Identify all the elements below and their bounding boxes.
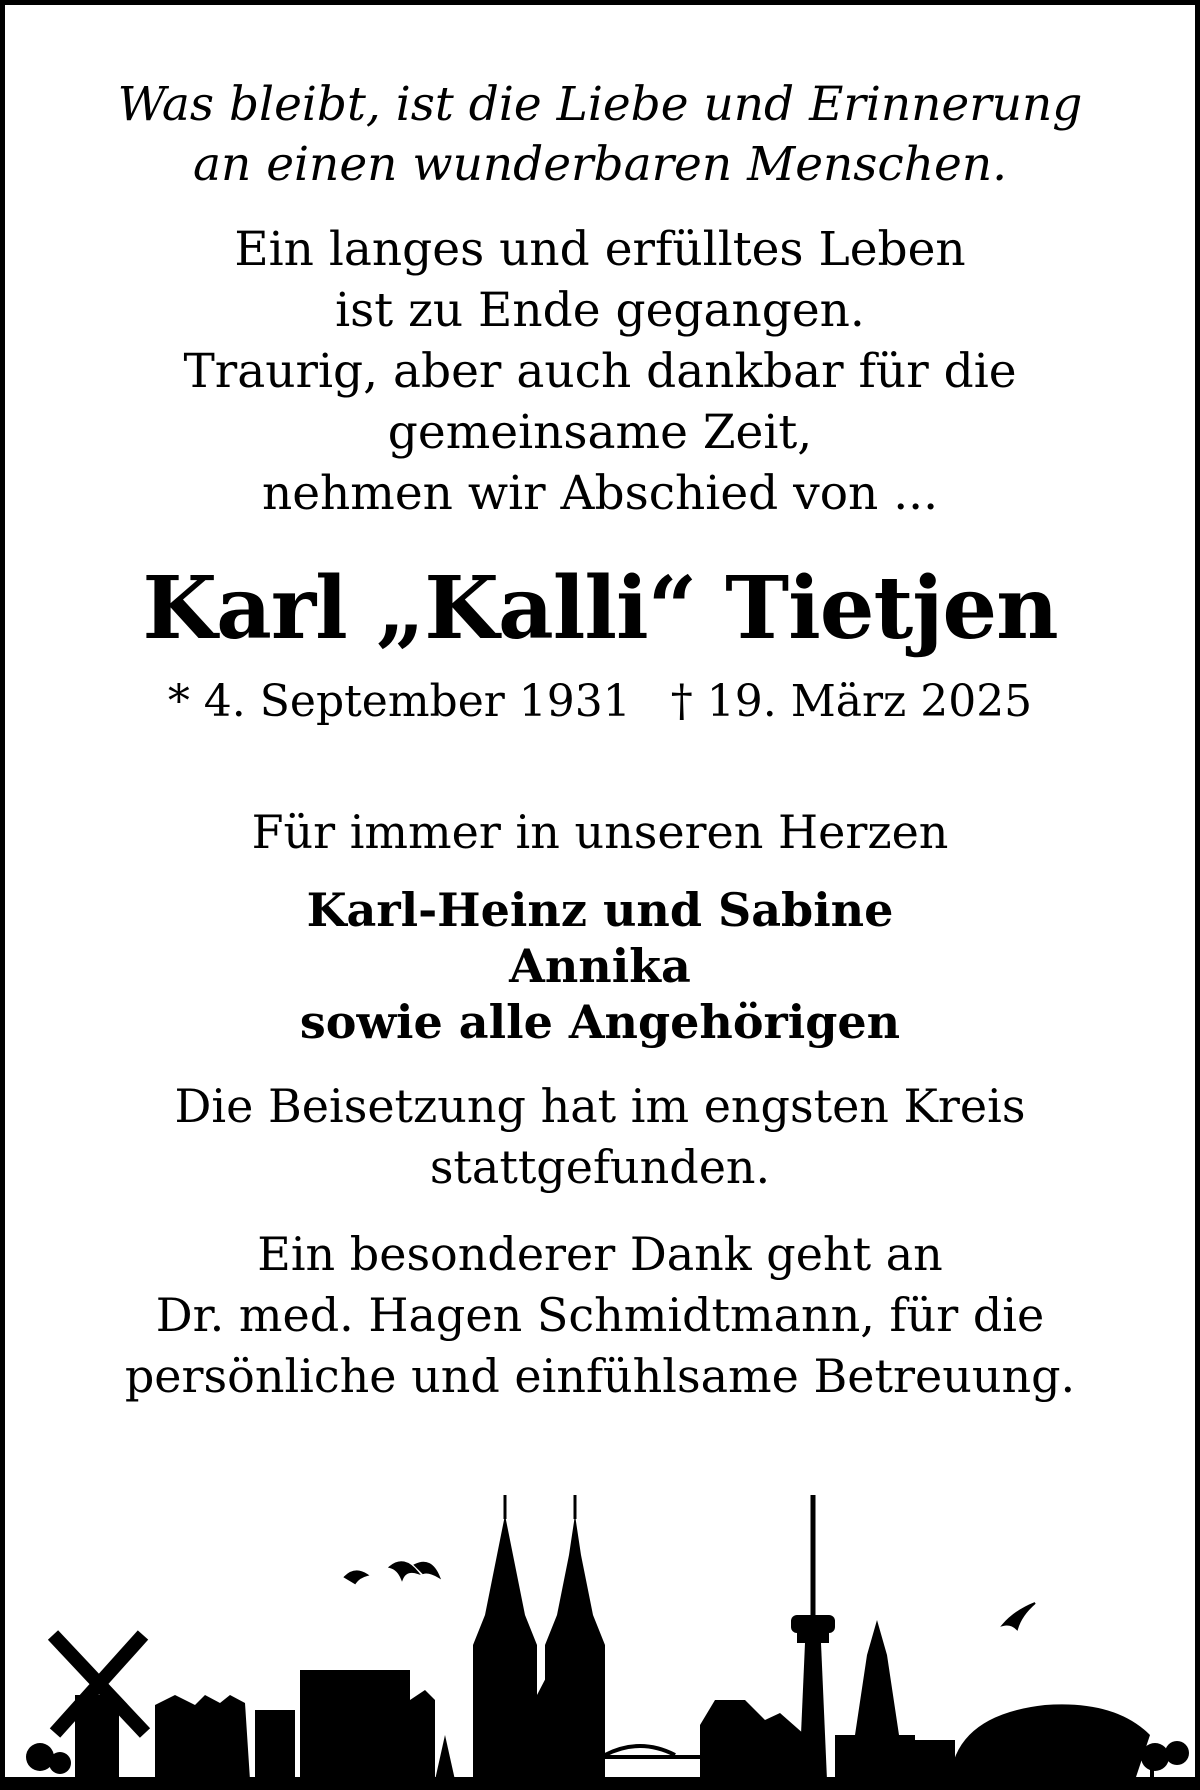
mourner-line-3: sowie alle Angehörigen bbox=[299, 995, 901, 1049]
burial-note bbox=[5, 1076, 1195, 1198]
obituary-content bbox=[5, 75, 1195, 1407]
city-skyline-silhouette-icon bbox=[5, 1495, 1195, 1785]
bird-icon bbox=[415, 1563, 439, 1577]
death-date: † 19. März 2025 bbox=[670, 676, 1033, 727]
birth-date: * 4. September 1931 bbox=[167, 676, 631, 727]
bird-icon bbox=[345, 1571, 367, 1583]
mourner-line-2: Annika bbox=[509, 939, 691, 993]
intro-line-2: ist zu Ende gegangen. bbox=[335, 283, 865, 338]
quote-line-1: Was bleibt, ist die Liebe und Erinnerung bbox=[117, 77, 1083, 132]
opening-quote bbox=[5, 75, 1195, 195]
intro-line-4: gemeinsame Zeit, bbox=[387, 405, 813, 460]
thanks-line-3: persönliche und einfühlsame Betreuung. bbox=[124, 1349, 1076, 1403]
burial-line-2: stattgefunden. bbox=[429, 1140, 771, 1194]
intro-line-1: Ein langes und erfülltes Leben bbox=[234, 222, 966, 277]
mourners-list bbox=[5, 882, 1195, 1050]
thanks-note bbox=[5, 1224, 1195, 1407]
intro-line-5: nehmen wir Abschied von ... bbox=[261, 466, 939, 521]
bird-icon bbox=[1003, 1603, 1035, 1629]
thanks-line-1: Ein besonderer Dank geht an bbox=[257, 1227, 943, 1281]
quote-line-2: an einen wunderbaren Menschen. bbox=[192, 137, 1008, 192]
intro-line-3: Traurig, aber auch dankbar für die bbox=[183, 344, 1017, 399]
intro-text bbox=[5, 219, 1195, 524]
mourner-line-1: Karl-Heinz und Sabine bbox=[306, 883, 894, 937]
tagline: Für immer in unseren Herzen bbox=[251, 805, 949, 859]
thanks-line-2: Dr. med. Hagen Schmidtmann, für die bbox=[155, 1288, 1045, 1342]
burial-line-1: Die Beisetzung hat im engsten Kreis bbox=[174, 1079, 1026, 1133]
deceased-name: Karl „Kalli“ Tietjen bbox=[142, 558, 1058, 659]
life-dates bbox=[5, 672, 1195, 732]
